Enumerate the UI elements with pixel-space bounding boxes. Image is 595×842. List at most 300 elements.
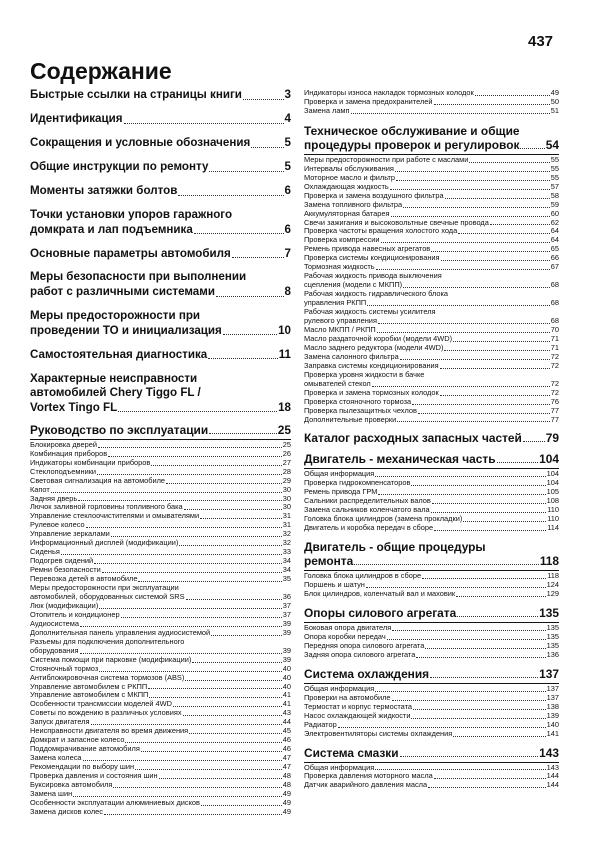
toc-entry-title: ремонта bbox=[304, 554, 354, 569]
leader-dots bbox=[456, 596, 545, 597]
toc-page-number: 77 bbox=[550, 414, 559, 424]
toc-page-number: 3 bbox=[284, 88, 291, 101]
toc-entry-title: Управление автомобилем с МКПП bbox=[30, 690, 149, 700]
toc-page-number: 37 bbox=[282, 609, 291, 619]
toc-entry-title: процедуры проверок и регулировок bbox=[304, 137, 520, 152]
section-heading[interactable] bbox=[304, 452, 559, 466]
toc-main-entry[interactable] bbox=[30, 372, 291, 416]
toc-page-number: 104 bbox=[546, 469, 559, 479]
leader-dots bbox=[453, 341, 550, 342]
leader-dots bbox=[457, 616, 538, 617]
leader-dots bbox=[173, 706, 282, 707]
leader-dots bbox=[440, 395, 550, 396]
toc-main-entry[interactable] bbox=[30, 136, 291, 151]
leader-dots bbox=[434, 104, 550, 105]
toc-main-line[interactable] bbox=[30, 324, 291, 339]
toc-page-number: 136 bbox=[546, 649, 559, 659]
leader-dots bbox=[243, 99, 284, 100]
toc-page-number: 129 bbox=[546, 589, 559, 599]
toc-page-number: 6 bbox=[284, 183, 291, 197]
section-heading[interactable] bbox=[304, 746, 559, 760]
leader-dots bbox=[192, 662, 281, 663]
toc-entry-title: Особенности трансмиссии моделей 4WD bbox=[30, 699, 172, 709]
section-heading: Двигатель - общие процедуры bbox=[304, 540, 486, 555]
toc-item[interactable] bbox=[304, 524, 559, 533]
toc-entry-title: Подогрев сидений bbox=[30, 556, 94, 566]
toc-entry-title: Масло раздаточной коробки (модели 4WD) bbox=[304, 333, 453, 343]
leader-dots bbox=[99, 608, 281, 609]
toc-page-number: 25 bbox=[277, 422, 291, 437]
toc-entry-title: Охлаждающая жидкость bbox=[304, 181, 389, 191]
toc-page-number: 62 bbox=[550, 217, 559, 227]
toc-entry-title: Антиблокировочная система тормозов (ABS) bbox=[30, 672, 185, 682]
toc-item[interactable] bbox=[304, 416, 559, 425]
toc-entry-title: Управление автомобилем с РКПП bbox=[30, 681, 148, 691]
toc-page-number: 135 bbox=[546, 640, 559, 650]
toc-page-number: 49 bbox=[550, 88, 559, 97]
toc-entry-title: Насос охлаждающей жидкости bbox=[304, 710, 411, 720]
toc-entry-title: Интервалы обслуживания bbox=[304, 163, 394, 173]
toc-page-number: 137 bbox=[539, 666, 559, 681]
toc-main-line[interactable] bbox=[30, 136, 291, 151]
toc-entry-title: Проверка компрессии bbox=[304, 235, 380, 245]
toc-entry-title: Быстрые ссылки на страницы книги bbox=[30, 88, 242, 101]
toc-main-entry[interactable] bbox=[30, 270, 291, 299]
toc-page-number: 49 bbox=[282, 806, 291, 816]
page-number: 437 bbox=[528, 33, 554, 50]
toc-page-number: 41 bbox=[282, 699, 291, 709]
toc-section bbox=[304, 540, 559, 599]
toc-entry-title: Аудиосистема bbox=[30, 618, 79, 628]
toc-entry-title: Проверка гидрокомпенсаторов bbox=[304, 478, 411, 488]
leader-dots bbox=[194, 233, 284, 234]
section-heading[interactable] bbox=[304, 667, 559, 681]
toc-entry-title: Моторное масло и фильтр bbox=[304, 172, 395, 182]
leader-dots bbox=[416, 657, 545, 658]
section-heading[interactable] bbox=[30, 423, 291, 437]
toc-entry-title: Замена ламп bbox=[304, 105, 350, 115]
leader-dots bbox=[418, 413, 550, 414]
toc-entry-title: Стеклоподъемники bbox=[30, 466, 97, 476]
toc-right-column bbox=[304, 89, 559, 790]
leader-dots bbox=[184, 509, 282, 510]
toc-page-number: 31 bbox=[282, 511, 291, 521]
toc-entry-title: Проверка пылезащитных чехлов bbox=[304, 405, 417, 415]
leader-dots bbox=[400, 756, 539, 757]
toc-entry-title: Система помощи при парковке (модификации) bbox=[30, 654, 192, 664]
leader-dots bbox=[375, 691, 545, 692]
toc-page-number: 60 bbox=[550, 208, 559, 218]
toc-section bbox=[304, 452, 559, 533]
leader-dots bbox=[251, 147, 283, 148]
toc-entry-title: Ремень привода ГРМ bbox=[304, 487, 378, 497]
leader-dots bbox=[422, 578, 546, 579]
toc-entry-title: Поддомкрачивание автомобиля bbox=[30, 744, 140, 754]
leader-dots bbox=[97, 474, 282, 475]
toc-entry-title: Проверки на автомобиле bbox=[304, 692, 391, 702]
toc-page-number: 72 bbox=[550, 351, 559, 361]
toc-entry-title: Vortex Tingo FL bbox=[30, 400, 118, 414]
leader-dots bbox=[432, 503, 546, 504]
toc-entry-title: Система охлаждения bbox=[304, 666, 430, 681]
toc-page-number: 76 bbox=[550, 396, 559, 406]
toc-page-number: 68 bbox=[550, 280, 559, 290]
toc-entry-title: Моменты затяжки болтов bbox=[30, 183, 178, 197]
leader-dots bbox=[453, 736, 545, 737]
leader-dots bbox=[99, 671, 282, 672]
leader-dots bbox=[149, 697, 281, 698]
leader-dots bbox=[80, 626, 282, 627]
toc-entry-title: Сокращения и условные обозначения bbox=[30, 135, 251, 149]
leader-dots bbox=[189, 733, 282, 734]
toc-main-entry[interactable] bbox=[30, 247, 291, 262]
toc-page-number: 39 bbox=[282, 654, 291, 664]
section-heading[interactable] bbox=[304, 431, 559, 445]
leader-dots bbox=[397, 421, 550, 422]
leader-dots bbox=[425, 648, 545, 649]
toc-entry-title: Рулевое колесо bbox=[30, 520, 85, 530]
toc-entry-title: Управление зеркалами bbox=[30, 529, 110, 539]
toc-entry-title: Идентификация bbox=[30, 111, 123, 125]
toc-entry-title: омывателей стекол bbox=[304, 378, 371, 388]
leader-dots bbox=[159, 778, 282, 779]
toc-page-number: 40 bbox=[282, 672, 291, 682]
toc-page-number: 4 bbox=[284, 111, 291, 125]
toc-entry-title: Свечи зажигания и высоковольтные свечные провода bbox=[304, 217, 489, 227]
toc-page-number: 50 bbox=[550, 96, 559, 106]
toc-entry-title: Домкрат и запасное колесо bbox=[30, 735, 125, 745]
toc-main-entry[interactable] bbox=[30, 112, 291, 127]
toc-entry-title: рулевого управления bbox=[304, 316, 377, 326]
toc-entry-title: Комбинация приборов bbox=[30, 448, 108, 458]
toc-item[interactable] bbox=[304, 730, 559, 739]
section-heading: Техническое обслуживание и общие bbox=[304, 123, 520, 138]
toc-entry-title: Стояночный тормоз bbox=[30, 663, 99, 673]
toc-entry-title: Информационный дисплей (модификации) bbox=[30, 538, 179, 548]
toc-section bbox=[304, 606, 559, 660]
toc-page-number: 70 bbox=[550, 324, 559, 334]
leader-dots bbox=[413, 709, 546, 710]
toc-page-number: 39 bbox=[282, 645, 291, 655]
toc-page-number: 28 bbox=[282, 466, 291, 476]
toc-section bbox=[30, 423, 291, 817]
toc-page-number: 51 bbox=[550, 105, 559, 115]
toc-main-line[interactable] bbox=[30, 223, 291, 238]
leader-dots bbox=[458, 233, 550, 234]
toc-entry-title: Радиатор bbox=[304, 719, 337, 729]
leader-dots bbox=[216, 296, 284, 297]
toc-page-number: 48 bbox=[282, 771, 291, 781]
toc-entry-title: Опоры силового агрегата bbox=[304, 605, 457, 620]
toc-entry-title: Каталог расходных запасных частей bbox=[304, 431, 522, 446]
toc-entry-title: Общая информация bbox=[304, 683, 375, 693]
leader-dots bbox=[61, 554, 282, 555]
toc-main-line[interactable] bbox=[30, 247, 291, 262]
toc-page-number: 114 bbox=[547, 523, 559, 533]
toc-item[interactable] bbox=[304, 107, 559, 116]
toc-main-entry[interactable] bbox=[30, 88, 291, 103]
toc-main-entry[interactable] bbox=[30, 348, 291, 363]
toc-main-line[interactable] bbox=[30, 401, 291, 416]
section-heading[interactable] bbox=[304, 554, 559, 568]
leader-dots bbox=[138, 581, 281, 582]
leader-dots bbox=[411, 485, 545, 486]
toc-page-number: 30 bbox=[282, 484, 291, 494]
toc-page-number: 135 bbox=[546, 631, 559, 641]
toc-entry-title: Масло заднего редуктора (модели 4WD) bbox=[304, 342, 444, 352]
leader-dots bbox=[392, 700, 546, 701]
toc-entry-title: Проверка давления и состояния шин bbox=[30, 771, 158, 781]
toc-entry-title: Лючок заливной горловины топливного бака bbox=[30, 502, 183, 512]
toc-page-number: 34 bbox=[282, 565, 291, 575]
leader-dots bbox=[390, 189, 550, 190]
toc-page-number: 8 bbox=[284, 285, 291, 299]
toc-entry-title: Датчик аварийного давления масла bbox=[304, 780, 428, 790]
toc-entry-title: Электровентиляторы системы охлаждения bbox=[304, 728, 453, 738]
toc-main-line[interactable] bbox=[30, 88, 291, 103]
toc-page-number: 108 bbox=[546, 496, 559, 506]
toc-entry-title: Общая информация bbox=[304, 469, 375, 479]
leader-dots bbox=[108, 456, 282, 457]
leader-dots bbox=[148, 688, 282, 689]
toc-page-number: 32 bbox=[282, 529, 291, 539]
toc-page-number: 55 bbox=[550, 163, 559, 173]
toc-page-number: 47 bbox=[282, 762, 291, 772]
leader-dots bbox=[523, 441, 545, 442]
toc-page-number: 45 bbox=[282, 726, 291, 736]
leader-dots bbox=[391, 216, 550, 217]
toc-entry-title: Тормозная жидкость bbox=[304, 262, 375, 272]
toc-entry-title: Замена топливного фильтра bbox=[304, 199, 403, 209]
leader-dots bbox=[98, 447, 282, 448]
page-title: Содержание bbox=[30, 58, 172, 84]
toc-page-number: 30 bbox=[282, 502, 291, 512]
toc-page-number: 43 bbox=[282, 708, 291, 718]
toc-item[interactable] bbox=[30, 808, 291, 817]
toc-entry-title: Задняя опора силового агрегата bbox=[304, 649, 416, 659]
toc-entry-title: управления РКПП bbox=[304, 298, 367, 308]
toc-main-line[interactable] bbox=[30, 184, 291, 199]
toc-main-entry[interactable] bbox=[30, 208, 291, 237]
leader-dots bbox=[125, 742, 281, 743]
toc-entry-title: Основные параметры автомобиля bbox=[30, 246, 231, 260]
leader-dots bbox=[396, 180, 550, 181]
leader-dots bbox=[135, 769, 282, 770]
toc-page-number: 48 bbox=[282, 780, 291, 790]
leader-dots bbox=[104, 814, 282, 815]
toc-main-line[interactable] bbox=[30, 112, 291, 127]
toc-entry-title: Дополнительные проверки bbox=[304, 414, 397, 424]
toc-main-entry[interactable] bbox=[30, 309, 291, 338]
leader-dots bbox=[444, 350, 549, 351]
toc-entry-title: Задняя дверь bbox=[30, 493, 78, 503]
leader-dots bbox=[400, 359, 550, 360]
toc-main-line[interactable] bbox=[30, 285, 291, 300]
leader-dots bbox=[411, 718, 545, 719]
leader-dots bbox=[441, 260, 550, 261]
leader-dots bbox=[102, 572, 282, 573]
leader-dots bbox=[428, 787, 546, 788]
leader-dots bbox=[430, 677, 538, 678]
toc-main-line[interactable] bbox=[30, 348, 291, 363]
toc-main-entry[interactable] bbox=[30, 184, 291, 199]
leader-dots bbox=[377, 332, 550, 333]
toc-page-number: 68 bbox=[550, 298, 559, 308]
toc-entry-title: Поршень и шатун bbox=[304, 580, 365, 590]
toc-entry-title: Общие инструкции по ремонту bbox=[30, 159, 209, 173]
toc-item[interactable] bbox=[30, 539, 291, 548]
toc-page-number: 36 bbox=[282, 592, 291, 601]
leader-dots bbox=[366, 587, 546, 588]
leader-dots bbox=[434, 530, 546, 531]
leader-dots bbox=[367, 305, 550, 306]
toc-section bbox=[304, 667, 559, 739]
toc-page-number: 37 bbox=[282, 600, 291, 610]
toc-entry-title: Меры предосторожности при эксплуатации bbox=[30, 583, 179, 593]
leader-dots bbox=[91, 724, 282, 725]
toc-entry-title: Замена салонного фильтра bbox=[304, 351, 399, 361]
leader-dots bbox=[185, 680, 281, 681]
toc-page-number: 135 bbox=[539, 605, 559, 620]
toc-entry-title: Сиденья bbox=[30, 547, 60, 557]
toc-item[interactable] bbox=[30, 477, 291, 486]
toc-page-number: 49 bbox=[282, 788, 291, 798]
leader-dots bbox=[209, 433, 277, 434]
toc-page-number: 144 bbox=[546, 771, 559, 781]
toc-left-column bbox=[30, 88, 291, 817]
toc-entry-title: Система смазки bbox=[304, 745, 399, 760]
leader-dots bbox=[403, 287, 550, 288]
toc-entry-title: Индикаторы комбинации приборов bbox=[30, 457, 151, 467]
leader-dots bbox=[208, 358, 277, 359]
toc-entry-title: Проверка стояночного тормоза bbox=[304, 396, 412, 406]
toc-entry-title: оборудования bbox=[30, 645, 79, 655]
toc-page-number: 54 bbox=[545, 137, 559, 152]
toc-entry-title: Буксировка автомобиля bbox=[30, 780, 113, 790]
toc-page-number: 59 bbox=[550, 199, 559, 209]
toc-entry-title: Запуск двигателя bbox=[30, 717, 90, 727]
leader-dots bbox=[378, 494, 545, 495]
toc-entry-title: Особенности эксплуатации алюминиевых дисков bbox=[30, 797, 200, 807]
toc-entry-title: Двигатель и коробка передач в сборе bbox=[304, 523, 434, 533]
toc-page-number: 35 bbox=[282, 574, 291, 584]
toc-page-number: 7 bbox=[284, 246, 291, 260]
toc-section bbox=[304, 124, 559, 425]
section-heading[interactable] bbox=[304, 138, 559, 152]
toc-page-number: 65 bbox=[550, 244, 559, 254]
toc-entry-title: Проверка и замена тормозных колодок bbox=[304, 387, 439, 397]
toc-page-number: 57 bbox=[550, 181, 559, 191]
toc-main-line: Характерные неисправности bbox=[30, 371, 198, 385]
toc-section bbox=[304, 431, 559, 445]
toc-entry-title: сцепления (модели с МКПП) bbox=[304, 280, 403, 290]
toc-page-number: 118 bbox=[539, 554, 559, 569]
toc-page-number: 5 bbox=[284, 135, 291, 149]
toc-entry-title: работ с различными системами bbox=[30, 285, 215, 299]
leader-dots bbox=[378, 323, 550, 324]
toc-page-number: 44 bbox=[282, 717, 291, 727]
toc-entry-title: Замена шин bbox=[30, 788, 73, 798]
toc-main-entry[interactable] bbox=[30, 160, 291, 175]
leader-dots bbox=[395, 171, 550, 172]
toc-page-number: 68 bbox=[550, 316, 559, 326]
toc-page-number: 77 bbox=[550, 405, 559, 415]
toc-entry-title: Перевозка детей в автомобиле bbox=[30, 574, 138, 584]
leader-dots bbox=[354, 564, 539, 565]
leader-dots bbox=[338, 727, 546, 728]
toc-page-number: 135 bbox=[546, 622, 559, 632]
toc-page-number: 18 bbox=[278, 400, 291, 414]
toc-item[interactable] bbox=[304, 590, 559, 599]
toc-entry-title: Аккумуляторная батарея bbox=[304, 208, 390, 218]
leader-dots bbox=[372, 386, 550, 387]
leader-dots bbox=[124, 123, 284, 124]
toc-page-number: 26 bbox=[282, 448, 291, 458]
leader-dots bbox=[375, 476, 545, 477]
toc-entry-title: Индикаторы износа накладок тормозных колодок bbox=[304, 88, 474, 97]
toc-entry-title: Разъемы для подключения дополнительного bbox=[30, 636, 185, 646]
leader-dots bbox=[178, 195, 283, 196]
toc-item[interactable] bbox=[304, 651, 559, 660]
toc-entry-title: Самостоятельная диагностика bbox=[30, 347, 208, 361]
leader-dots bbox=[431, 512, 547, 513]
toc-entry-title: Меры предосторожности при работе с маслами bbox=[304, 154, 469, 164]
leader-dots bbox=[475, 95, 550, 96]
leader-dots bbox=[431, 251, 550, 252]
leader-dots bbox=[183, 715, 282, 716]
toc-page-number: 140 bbox=[546, 719, 559, 729]
toc-page-number: 66 bbox=[550, 253, 559, 263]
toc-page-number: 110 bbox=[547, 514, 559, 524]
toc-entry-title: Рекомендации по выбору шин bbox=[30, 762, 135, 772]
toc-entry-title: Советы по вождению в различных условиях bbox=[30, 708, 182, 718]
toc-page-number: 137 bbox=[546, 683, 559, 693]
toc-page-number: 79 bbox=[545, 431, 559, 446]
toc-page-number: 11 bbox=[278, 347, 291, 361]
toc-entry-title: Головка блока цилиндров (замена прокладки) bbox=[304, 514, 463, 524]
toc-entry-title: Общая информация bbox=[304, 762, 375, 772]
leader-dots bbox=[78, 500, 282, 501]
section-heading[interactable] bbox=[304, 606, 559, 620]
toc-entry-title: Рабочая жидкость гидравлического блока bbox=[304, 289, 449, 299]
toc-item[interactable] bbox=[304, 781, 559, 790]
leader-dots bbox=[375, 769, 545, 770]
toc-entry-title: Капот bbox=[30, 484, 50, 494]
toc-page-number: 72 bbox=[550, 387, 559, 397]
toc-entry-title: Блокировка дверей bbox=[30, 439, 97, 449]
toc-entry-title: Заправка системы кондиционирования bbox=[304, 360, 439, 370]
toc-page-number: 144 bbox=[546, 780, 559, 790]
toc-page-number: 25 bbox=[282, 439, 291, 449]
toc-item[interactable] bbox=[304, 712, 559, 721]
toc-page-number: 67 bbox=[550, 262, 559, 272]
leader-dots bbox=[201, 805, 282, 806]
toc-entry-title: Проверка и замена воздушного фильтра bbox=[304, 190, 444, 200]
toc-main-line[interactable] bbox=[30, 160, 291, 175]
leader-dots bbox=[186, 599, 282, 600]
leader-dots bbox=[445, 198, 550, 199]
toc-page-number: 40 bbox=[282, 663, 291, 673]
toc-page-number: 141 bbox=[546, 728, 559, 738]
toc-page-number: 58 bbox=[550, 190, 559, 200]
toc-page-number: 124 bbox=[546, 580, 559, 590]
toc-page-number: 71 bbox=[550, 333, 559, 343]
toc-entry-title: Боковая опора двигателя bbox=[304, 622, 392, 632]
toc-page-number: 32 bbox=[282, 538, 291, 548]
leader-dots bbox=[113, 787, 281, 788]
leader-dots bbox=[223, 334, 277, 335]
toc-page-number: 6 bbox=[284, 222, 291, 236]
